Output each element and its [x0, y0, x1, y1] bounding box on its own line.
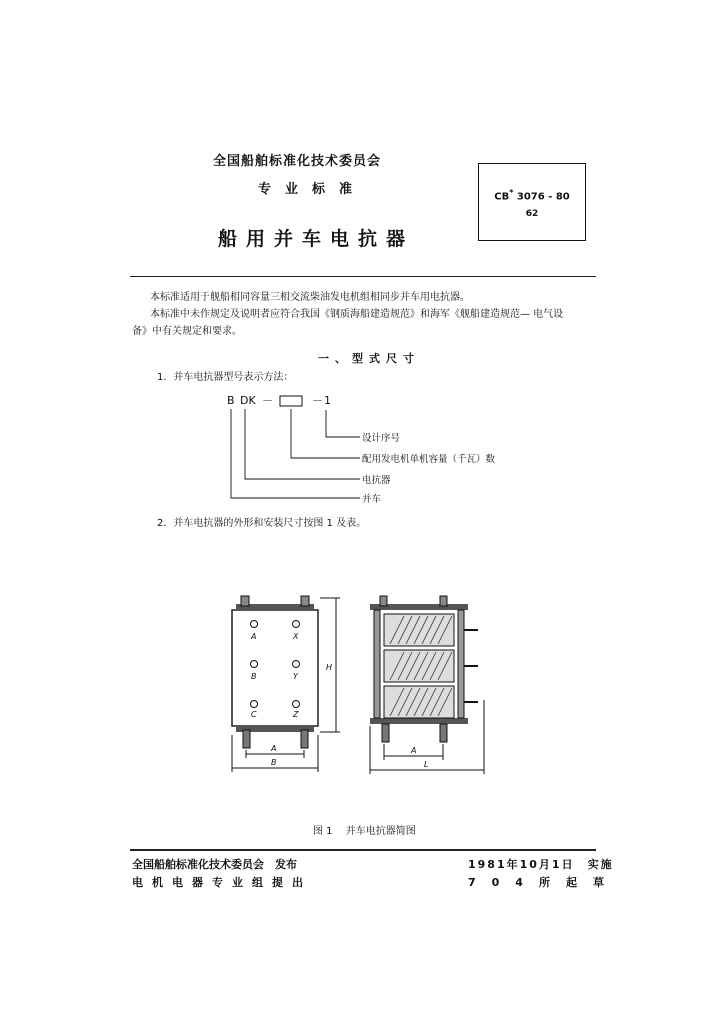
terminal-label-y: Y	[293, 672, 298, 681]
terminal-label-x: X	[293, 632, 299, 641]
reactor-side-view	[370, 596, 484, 774]
intro-line-1: 本标准适用于舰船相同容量三相交流柴油发电机组相同步并车用电抗器。	[150, 292, 470, 303]
reactor-front-view	[232, 596, 340, 772]
label-capacity: 配用发电机单机容量（千瓦）数	[362, 454, 496, 465]
side-bottom-plate	[370, 718, 468, 724]
code-letter-dk: DK	[240, 394, 256, 407]
committee-name: 全国船舶标准化技术委员会	[213, 154, 382, 169]
terminal-y-dot	[293, 661, 300, 668]
standard-code-prefix: CB	[494, 191, 510, 203]
implementation-date: 1981年10月1日 实施	[468, 858, 614, 871]
terminal-a-dot	[251, 621, 258, 628]
top-bolt-right	[301, 596, 309, 606]
dim-label-b: B	[271, 758, 277, 767]
standard-sequence-number: 62	[525, 209, 539, 219]
side-post-left	[374, 610, 380, 718]
code-dash-1: －	[262, 394, 273, 407]
terminal-label-a: A	[251, 632, 257, 641]
standard-code-star: *	[509, 188, 514, 197]
standard-code-number: 3076 - 80	[513, 191, 570, 203]
item-1-text: 1．并车电抗器型号表示方法：	[157, 372, 294, 383]
figure-caption: 图 1 并车电抗器简图	[313, 826, 416, 837]
side-foot-bolt-right	[440, 724, 447, 742]
side-dim-label-l: L	[424, 760, 429, 769]
proposer-line: 电机电器专业组提出	[132, 876, 312, 889]
dim-label-a: A	[271, 744, 277, 753]
code-digit-1: 1	[324, 394, 331, 407]
terminal-b-dot	[251, 661, 258, 668]
terminal-label-c: C	[251, 710, 257, 719]
intro-line-3: 备》中有关规定和要求。	[132, 326, 242, 337]
drafter-line: 704所起草	[468, 876, 620, 889]
issuer-line: 全国船舶标准化技术委员会 发布	[132, 858, 297, 871]
footer-divider	[130, 849, 596, 851]
terminal-z-dot	[293, 701, 300, 708]
terminal-x-dot	[293, 621, 300, 628]
item-2-text: 2．并车电抗器的外形和安装尺寸按图 1 及表。	[157, 518, 367, 529]
label-design-number: 设计序号	[362, 433, 401, 444]
terminal-label-b: B	[251, 672, 257, 681]
code-letter-b: B	[227, 394, 235, 407]
standard-category: 专业标准	[258, 182, 367, 197]
section-heading: 一、型式尺寸	[318, 352, 420, 365]
front-body	[232, 610, 318, 726]
side-foot-bolt-left	[382, 724, 389, 742]
side-top-bolt-left	[380, 596, 387, 606]
intro-line-2: 本标准中未作规定及说明者应符合我国《钢质海船建造规范》和海军《舰船建造规范— 电气设	[150, 309, 564, 320]
terminal-c-dot	[251, 701, 258, 708]
side-top-bolt-right	[440, 596, 447, 606]
side-post-right	[458, 610, 464, 718]
label-reactor: 电抗器	[362, 475, 391, 486]
terminal-label-z: Z	[293, 710, 299, 719]
foot-bolt-left	[243, 730, 250, 748]
dim-label-h: H	[326, 663, 333, 672]
foot-bolt-right	[301, 730, 308, 748]
side-dim-label-a: A	[411, 746, 417, 755]
label-parallel: 并车	[362, 494, 382, 505]
top-bolt-left	[241, 596, 249, 606]
code-dash-2: －	[312, 394, 323, 407]
document-title: 船用并车电抗器	[218, 228, 415, 250]
